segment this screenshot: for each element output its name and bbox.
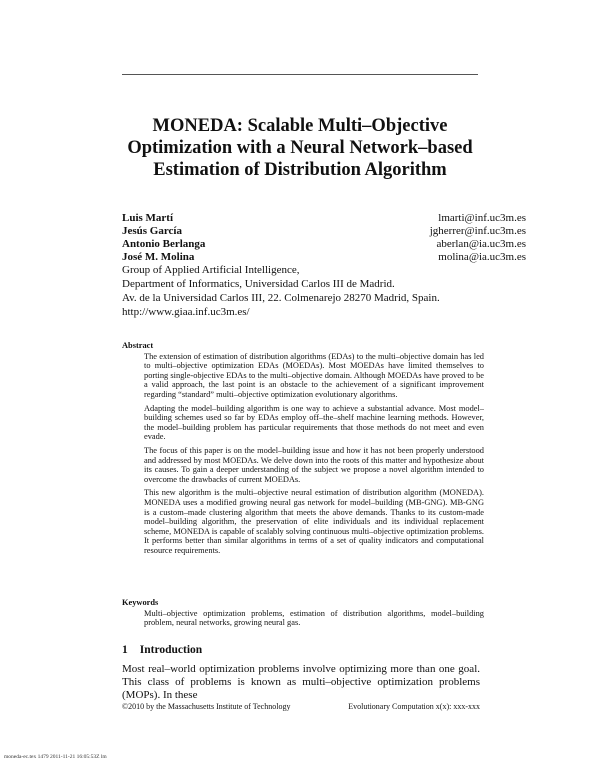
abstract-paragraph: Adapting the model–building algorithm is one way to achieve a substantial advance. Most model–building schemes used so far by EDAs employ off–the–shelf machine learning methods. However, the model–building problem has particular requirements that those methods do not meet and even evade. [144,403,484,442]
top-rule [122,74,478,75]
keywords-heading: Keywords [122,598,159,607]
affiliation-line: Group of Applied Artificial Intelligence, [122,264,300,276]
intro-paragraph: Most real–world optimization problems involve optimizing more than one goal. This class of problems is known as multi–objective optimization problems (MOPs). In these [122,663,480,702]
abstract [122,341,484,559]
abstract-paragraph: This new algorithm is the multi–objective neural estimation of distribution algorithm (MONEDA). MONEDA uses a modified growing neural gas network for model–building (MB-GNG). MB-GNG is a custom–made clustering algorithm that meets the above demands. Thanks to its custom-made model–building algorithm, the preservation of elite individuals and its individual replacement scheme, MONEDA is capable of scalably solving continuous multi–objective optimization problems. It performs better than similar algorithms in terms of a set of quality indicators and computational resource requirements. [144,488,484,555]
affiliation-line: Av. de la Universidad Carlos III, 22. Colmenarejo 28270 Madrid, Spain. [122,292,440,304]
keywords [122,598,484,628]
affiliation [122,263,542,319]
abstract-paragraph: The extension of estimation of distribution algorithms (EDAs) to the multi–objective domain has led to multi–objective optimization EDAs (MOEDAs). Most MOEDAs have limited themselves to porting single-objective EDAs to the multi–objective domain. Although MOEDAs have proved to be a valid approach, the last point is an obstacle to the achievement of a significant improvement regarding “standard” multi–objective optimization evolutionary algorithms. [144,351,484,399]
abstract-paragraph: The focus of this paper is on the model–building issue and how it has not been properly understood and addressed by most MOEDAs. We delve down into the roots of this matter and hypothesize about its causes. To gain a deeper understanding of the subject we propose a novel algorithm intended to overcome the drawbacks of current MOEDAs. [144,445,484,484]
title-line: Estimation of Distribution Algorithm [153,160,447,180]
author-email: jgherrer@inf.uc3m.es [429,225,526,237]
author-name: Jesús García [122,225,182,237]
keywords-text: Multi–objective optimization problems, estimation of distribution algorithms, model–building problem, neural networks, growing neural gas. [144,608,484,628]
affiliation-url: http://www.giaa.inf.uc3m.es/ [122,306,250,318]
section-heading [122,644,202,656]
section-number: 1 [122,644,128,656]
page-footer [122,702,480,711]
version-stamp: moneda-ec.tex 1479 2011-11-21 16:05:53Z lm [4,754,107,760]
journal-reference: Evolutionary Computation x(x): xxx-xxx [348,702,480,711]
title-line: MONEDA: Scalable Multi–Objective [152,116,448,136]
author-row [122,238,526,251]
section-title: Introduction [139,644,203,656]
author-row [122,212,526,225]
author-row [122,225,526,238]
author-name: José M. Molina [122,251,195,263]
author-email: lmarti@inf.uc3m.es [438,212,526,224]
paper-title [100,115,500,181]
copyright-notice: ©2010 by the Massachusetts Institute of Technology [122,702,291,711]
title-line: Optimization with a Neural Network–based [127,138,473,158]
author-name: Luis Martí [122,212,174,224]
author-list [122,212,526,264]
author-email: molina@ia.uc3m.es [438,251,526,263]
author-email: aberlan@ia.uc3m.es [436,238,526,250]
abstract-heading: Abstract [122,341,154,350]
affiliation-line: Department of Informatics, Universidad Carlos III de Madrid. [122,278,395,290]
author-name: Antonio Berlanga [122,238,206,250]
